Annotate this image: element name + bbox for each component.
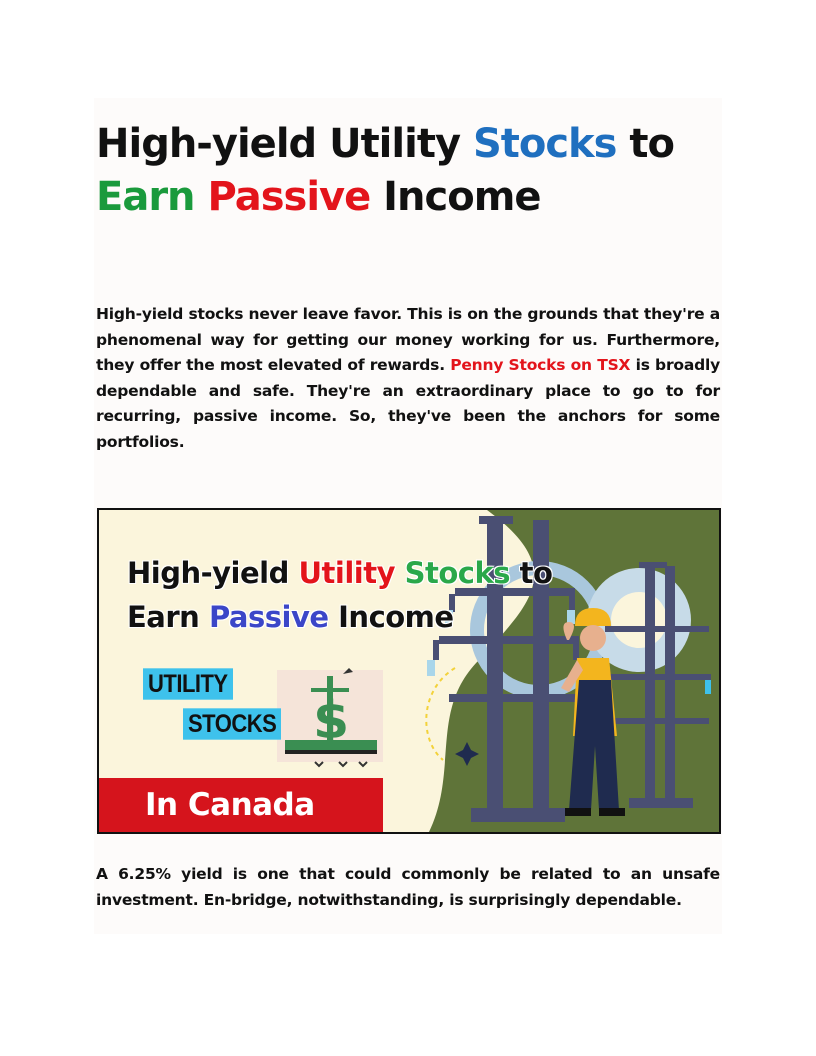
- intro-paragraph: [96, 302, 720, 456]
- banner-text: High-yield: [127, 556, 299, 590]
- intro-text-after: is broadly dependable and safe. They're an extraordinary place to go to for recurring, passive income. So, they've been the anchors for some portfolios.: [96, 356, 721, 451]
- banner-title-line2: [127, 600, 647, 634]
- banner-word-utility: Utility: [298, 556, 395, 590]
- dollar-glyph: $: [313, 691, 350, 751]
- banner-word-stocks: Stocks: [404, 556, 510, 590]
- title-word-stocks: Stocks: [472, 121, 617, 167]
- title-space: [195, 174, 208, 220]
- title-part-1: High-yield Utility: [96, 121, 473, 167]
- utility-tag: UTILITY: [143, 668, 233, 699]
- penny-stocks-link[interactable]: Penny Stocks on TSX: [450, 356, 631, 375]
- banner-title-line1: [127, 556, 647, 590]
- title-word-passive: Passive: [207, 174, 371, 220]
- title-part-3: to: [616, 121, 674, 167]
- page-title: [96, 118, 736, 224]
- stocks-tag: STOCKS: [183, 708, 281, 739]
- closing-paragraph: A 6.25% yield is one that could commonly be related to an unsafe investment. En-bridge, notwithstanding, is surprisingly dependable.: [96, 865, 720, 909]
- banner-text: to: [510, 556, 553, 590]
- banner-text: Income: [328, 600, 454, 634]
- banner-word-passive: Passive: [208, 600, 329, 634]
- in-canada-label: In Canada: [99, 778, 383, 832]
- title-word-income: Income: [370, 174, 541, 220]
- banner-image: [97, 508, 721, 834]
- title-word-earn: Earn: [96, 174, 195, 220]
- banner-text: Earn: [127, 600, 209, 634]
- banner-space: [395, 556, 405, 590]
- intro-text-before: High-yield stocks never leave favor. This is on the grounds that they're a phenomenal way for getting our money working for us. Furthermore, they offer the most elevated of rewards.: [96, 305, 720, 375]
